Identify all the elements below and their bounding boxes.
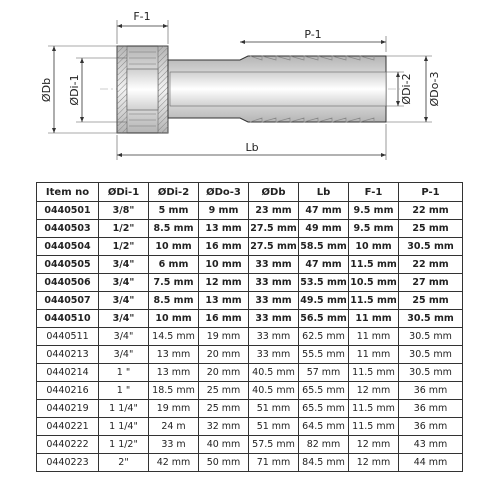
f1-cell: 12 mm — [349, 382, 399, 400]
db-cell: 51 mm — [249, 400, 299, 418]
di1-cell: 1/2" — [99, 238, 149, 256]
item-no-cell: 0440510 — [37, 310, 99, 328]
lb-cell: 49.5 mm — [299, 292, 349, 310]
p1-cell: 25 mm — [399, 292, 463, 310]
p1-cell: 36 mm — [399, 382, 463, 400]
di1-cell: 3/4" — [99, 292, 149, 310]
di1-label: ØDi-1 — [68, 74, 81, 106]
item-no-cell: 0440506 — [37, 274, 99, 292]
di1-cell: 1/2" — [99, 220, 149, 238]
di1-cell: 1 1/4" — [99, 400, 149, 418]
table-row — [37, 454, 463, 472]
do3-cell: 16 mm — [199, 238, 249, 256]
p1-cell: 22 mm — [399, 202, 463, 220]
db-cell: 33 mm — [249, 328, 299, 346]
f1-cell: 11.5 mm — [349, 256, 399, 274]
do3-label: ØDo-3 — [428, 71, 441, 107]
table-row — [37, 202, 463, 220]
db-cell: 33 mm — [249, 292, 299, 310]
table-row — [37, 238, 463, 256]
table-row — [37, 256, 463, 274]
header-do3: ØDo-3 — [199, 183, 249, 202]
lb-cell: 47 mm — [299, 256, 349, 274]
di1-cell: 1 " — [99, 382, 149, 400]
p1-cell: 30.5 mm — [399, 346, 463, 364]
lb-cell: 65.5 mm — [299, 400, 349, 418]
p1-cell: 43 mm — [399, 436, 463, 454]
item-no-cell: 0440223 — [37, 454, 99, 472]
p1-cell: 30.5 mm — [399, 364, 463, 382]
do3-cell: 19 mm — [199, 328, 249, 346]
table-row — [37, 382, 463, 400]
do3-cell: 32 mm — [199, 418, 249, 436]
db-cell: 27.5 mm — [249, 238, 299, 256]
p1-cell: 30.5 mm — [399, 310, 463, 328]
f1-cell: 12 mm — [349, 436, 399, 454]
item-no-cell: 0440503 — [37, 220, 99, 238]
di2-cell: 14.5 mm — [149, 328, 199, 346]
table-header-row — [37, 183, 463, 202]
p1-cell: 25 mm — [399, 220, 463, 238]
header-db: ØDb — [249, 183, 299, 202]
di1-cell: 3/4" — [99, 274, 149, 292]
lb-label: Lb — [245, 141, 259, 154]
do3-cell: 10 mm — [199, 256, 249, 274]
di1-cell: 1 1/4" — [99, 418, 149, 436]
f1-cell: 9.5 mm — [349, 220, 399, 238]
di1-cell: 3/4" — [99, 328, 149, 346]
header-di1: ØDi-1 — [99, 183, 149, 202]
di1-cell: 3/4" — [99, 310, 149, 328]
db-cell: 40.5 mm — [249, 382, 299, 400]
table-row — [37, 418, 463, 436]
p1-cell: 30.5 mm — [399, 238, 463, 256]
item-no-cell: 0440505 — [37, 256, 99, 274]
f1-cell: 12 mm — [349, 454, 399, 472]
f1-cell: 11 mm — [349, 346, 399, 364]
di2-cell: 19 mm — [149, 400, 199, 418]
table-row — [37, 274, 463, 292]
header-f1: F-1 — [349, 183, 399, 202]
do3-cell: 20 mm — [199, 346, 249, 364]
spec-table — [36, 182, 463, 472]
do3-cell: 16 mm — [199, 310, 249, 328]
di2-cell: 18.5 mm — [149, 382, 199, 400]
db-cell: 33 mm — [249, 274, 299, 292]
item-no-cell: 0440213 — [37, 346, 99, 364]
lb-cell: 84.5 mm — [299, 454, 349, 472]
table-row — [37, 400, 463, 418]
f1-dimension — [117, 10, 168, 44]
f1-cell: 11.5 mm — [349, 364, 399, 382]
table-row — [37, 346, 463, 364]
f1-cell: 11 mm — [349, 328, 399, 346]
item-no-cell: 0440219 — [37, 400, 99, 418]
header-p1: P-1 — [399, 183, 463, 202]
lb-cell: 47 mm — [299, 202, 349, 220]
header-item-no: Item no — [37, 183, 99, 202]
table-row — [37, 436, 463, 454]
db-cell: 33 mm — [249, 256, 299, 274]
di2-cell: 13 mm — [149, 346, 199, 364]
di1-cell: 2" — [99, 454, 149, 472]
di2-cell: 24 m — [149, 418, 199, 436]
di2-label: ØDi-2 — [400, 73, 413, 105]
di2-cell: 6 mm — [149, 256, 199, 274]
db-cell: 40.5 mm — [249, 364, 299, 382]
table-row — [37, 292, 463, 310]
db-cell: 57.5 mm — [249, 436, 299, 454]
di1-cell: 1 1/2" — [99, 436, 149, 454]
table-row — [37, 220, 463, 238]
db-cell: 51 mm — [249, 418, 299, 436]
di2-cell: 10 mm — [149, 238, 199, 256]
item-no-cell: 0440221 — [37, 418, 99, 436]
f1-cell: 11 mm — [349, 310, 399, 328]
lb-cell: 49 mm — [299, 220, 349, 238]
do3-cell: 13 mm — [199, 220, 249, 238]
do3-cell: 9 mm — [199, 202, 249, 220]
do3-cell: 25 mm — [199, 382, 249, 400]
do3-cell: 12 mm — [199, 274, 249, 292]
di2-cell: 5 mm — [149, 202, 199, 220]
db-label: ØDb — [40, 77, 53, 103]
hose-tail — [168, 56, 386, 122]
f1-cell: 11.5 mm — [349, 292, 399, 310]
item-no-cell: 0440216 — [37, 382, 99, 400]
db-cell: 33 mm — [249, 310, 299, 328]
f1-label: F-1 — [133, 10, 151, 23]
p1-cell: 22 mm — [399, 256, 463, 274]
table-body — [37, 202, 463, 472]
do3-cell: 13 mm — [199, 292, 249, 310]
table-row — [37, 328, 463, 346]
p1-cell: 44 mm — [399, 454, 463, 472]
lb-cell: 55.5 mm — [299, 346, 349, 364]
item-no-cell: 0440222 — [37, 436, 99, 454]
f1-cell: 9.5 mm — [349, 202, 399, 220]
lb-cell: 53.5 mm — [299, 274, 349, 292]
p1-cell: 36 mm — [399, 418, 463, 436]
fitting-drawing — [0, 0, 480, 182]
lb-cell: 64.5 mm — [299, 418, 349, 436]
do3-cell: 50 mm — [199, 454, 249, 472]
lb-cell: 56.5 mm — [299, 310, 349, 328]
db-cell: 23 mm — [249, 202, 299, 220]
f1-cell: 11.5 mm — [349, 400, 399, 418]
di2-cell: 8.5 mm — [149, 292, 199, 310]
nut-body — [117, 46, 168, 133]
do3-cell: 40 mm — [199, 436, 249, 454]
p1-cell: 30.5 mm — [399, 328, 463, 346]
lb-cell: 62.5 mm — [299, 328, 349, 346]
db-cell: 71 mm — [249, 454, 299, 472]
lb-cell: 82 mm — [299, 436, 349, 454]
di2-cell: 42 mm — [149, 454, 199, 472]
item-no-cell: 0440507 — [37, 292, 99, 310]
f1-cell: 10 mm — [349, 238, 399, 256]
table-row — [37, 310, 463, 328]
di2-cell: 7.5 mm — [149, 274, 199, 292]
item-no-cell: 0440214 — [37, 364, 99, 382]
f1-cell: 10.5 mm — [349, 274, 399, 292]
lb-cell: 65.5 mm — [299, 382, 349, 400]
di1-cell: 3/4" — [99, 256, 149, 274]
do3-cell: 20 mm — [199, 364, 249, 382]
lb-cell: 57 mm — [299, 364, 349, 382]
header-lb: Lb — [299, 183, 349, 202]
table-row — [37, 364, 463, 382]
di1-cell: 3/8" — [99, 202, 149, 220]
db-cell: 27.5 mm — [249, 220, 299, 238]
item-no-cell: 0440504 — [37, 238, 99, 256]
item-no-cell: 0440501 — [37, 202, 99, 220]
di1-cell: 3/4" — [99, 346, 149, 364]
di2-cell: 10 mm — [149, 310, 199, 328]
item-no-cell: 0440511 — [37, 328, 99, 346]
di2-cell: 13 mm — [149, 364, 199, 382]
p1-cell: 27 mm — [399, 274, 463, 292]
di2-cell: 8.5 mm — [149, 220, 199, 238]
lb-cell: 58.5 mm — [299, 238, 349, 256]
di2-cell: 33 m — [149, 436, 199, 454]
db-cell: 33 mm — [249, 346, 299, 364]
p1-dimension — [240, 28, 386, 52]
p1-cell: 36 mm — [399, 400, 463, 418]
do3-cell: 25 mm — [199, 400, 249, 418]
header-di2: ØDi-2 — [149, 183, 199, 202]
f1-cell: 11.5 mm — [349, 418, 399, 436]
di1-cell: 1 " — [99, 364, 149, 382]
p1-label: P-1 — [304, 28, 322, 41]
